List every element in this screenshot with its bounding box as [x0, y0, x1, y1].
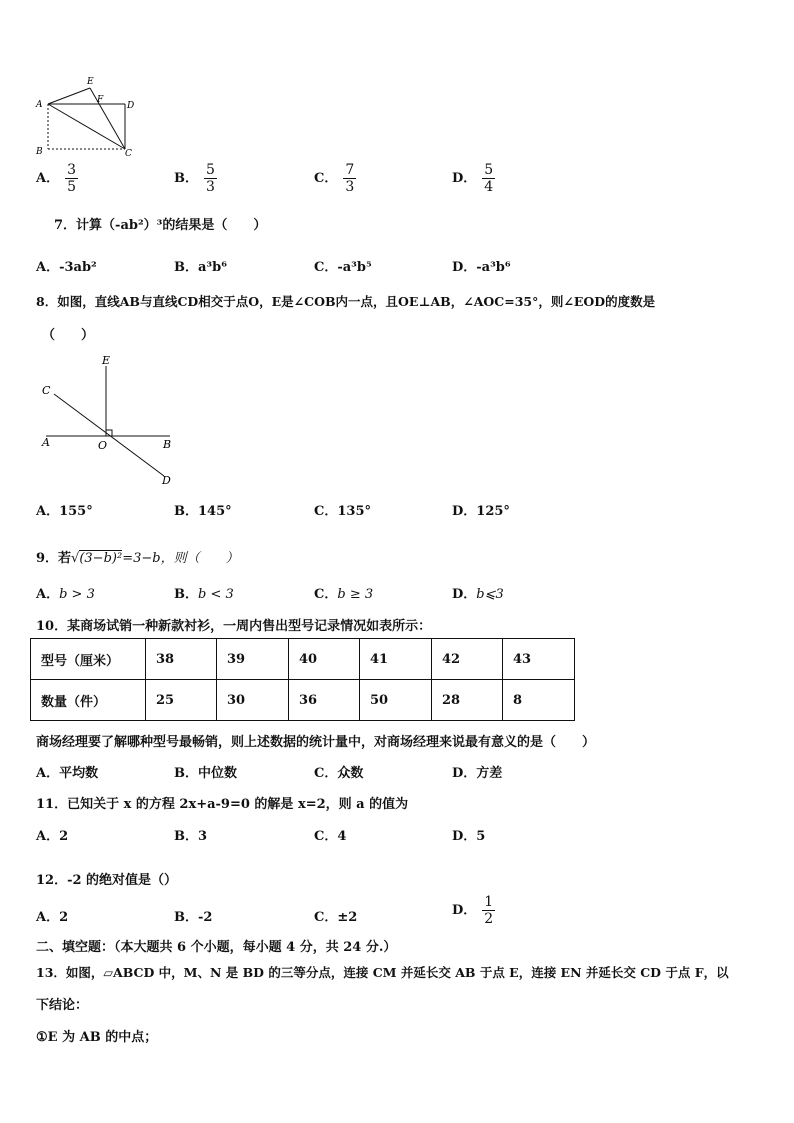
- table-cell: 36: [289, 680, 360, 721]
- q6-option-d: D． $\frac{5}{4}$: [452, 162, 494, 195]
- q7-option-a: A．-3ab²: [36, 260, 97, 275]
- q9-option-a: A．b > 3: [36, 587, 95, 602]
- q8-option-d: D．125°: [452, 504, 510, 519]
- label-o: O: [98, 439, 108, 452]
- q11-option-a: A．2: [36, 829, 69, 844]
- q9-option-c: C．b ≥ 3: [314, 587, 374, 602]
- table-cell: 38: [146, 639, 217, 680]
- q13-line-2: 下结论：: [36, 998, 89, 1013]
- fraction: $\frac{5}{3}$: [206, 162, 215, 195]
- label-e: E: [87, 77, 94, 87]
- line-ac: [48, 104, 125, 149]
- q13-line-1: 13．如图，▱ABCD 中，M、N 是 BD 的三等分点，连接 CM 并延长交 AB 于点 E，连接 EN 并延长交 CD 于点 F，以: [36, 965, 729, 980]
- label-b: B: [163, 438, 172, 451]
- label-b: B: [36, 147, 43, 157]
- line-ae: [48, 88, 90, 104]
- q10-option-c: C．众数: [314, 766, 364, 781]
- q7-option-b: B．a³b⁶: [174, 260, 227, 275]
- fraction: $\frac{7}{3}$: [345, 162, 355, 195]
- table-cell: 42: [432, 639, 503, 680]
- q6-option-b: B． $\frac{5}{3}$: [174, 162, 215, 195]
- q6-option-c: C． $\frac{7}{3}$: [314, 162, 355, 195]
- table-cell: 数量（件）: [31, 680, 146, 721]
- q6-option-a: A． $\frac{3}{5}$: [36, 162, 77, 195]
- q12-option-b: B．-2: [174, 910, 213, 925]
- line-ec: [90, 88, 125, 149]
- q12-option-a: A．2: [36, 910, 69, 925]
- q11-option-b: B．3: [174, 829, 208, 844]
- table-cell: 40: [289, 639, 360, 680]
- section-fill-in-heading: 二、填空题：（本大题共 6 个小题，每小题 4 分，共 24 分.）: [36, 940, 397, 955]
- label-a: A: [36, 100, 43, 110]
- q7-option-c: C．-a³b⁵: [314, 260, 372, 275]
- q10-stem: 10．某商场试销一种新款衬衫，一周内售出型号记录情况如表所示：: [36, 619, 432, 634]
- fraction: $\frac{3}{5}$: [67, 162, 77, 195]
- label-c: C: [42, 384, 51, 397]
- label-d: D: [162, 474, 171, 487]
- q7-stem: 7．计算（-ab²）³的结果是（ ）: [54, 218, 267, 233]
- q8-option-a: A．155°: [36, 504, 93, 519]
- q8-option-b: B．145°: [174, 504, 232, 519]
- label-c: C: [125, 149, 132, 158]
- size-table: [30, 638, 575, 721]
- table-cell: 28: [432, 680, 503, 721]
- q9-stem: 9．若√(3−b)²=3−b，则（ ）: [36, 551, 239, 566]
- q12-option-d: D． $\frac{1}{2}$: [452, 894, 494, 927]
- label-a: A: [42, 436, 50, 449]
- table-cell: 型号（厘米）: [31, 639, 146, 680]
- label-f: F: [97, 95, 104, 105]
- q6-figure: [30, 74, 140, 158]
- q10-stem-2: 商场经理要了解哪种型号最畅销，则上述数据的统计量中，对商场经理来说最有意义的是（ ）: [36, 735, 596, 750]
- q7-option-d: D．-a³b⁶: [452, 260, 511, 275]
- q12-option-c: C．±2: [314, 910, 358, 925]
- q8-figure: [36, 352, 186, 488]
- table-row-size: [31, 639, 575, 680]
- q11-stem: 11．已知关于 x 的方程 2x+a-9=0 的解是 x=2，则 a 的值为: [36, 797, 409, 812]
- q8-option-c: C．135°: [314, 504, 371, 519]
- q9-option-d: D．b⩽3: [452, 587, 504, 602]
- table-cell: 43: [503, 639, 575, 680]
- q10-option-b: B．中位数: [174, 766, 238, 781]
- table-cell: 25: [146, 680, 217, 721]
- table-row-quantity: [31, 680, 575, 721]
- fraction: $\frac{1}{2}$: [484, 894, 494, 927]
- q10-option-a: A．平均数: [36, 766, 99, 781]
- table-cell: 50: [360, 680, 432, 721]
- table-cell: 41: [360, 639, 432, 680]
- q13-item-1: ①E 为 AB 的中点；: [36, 1030, 158, 1045]
- q11-option-d: D．5: [452, 829, 486, 844]
- q8-stem-paren: （ ）: [42, 328, 95, 343]
- table-cell: 8: [503, 680, 575, 721]
- table-cell: 30: [217, 680, 289, 721]
- table-cell: 39: [217, 639, 289, 680]
- fraction: $\frac{5}{4}$: [484, 162, 494, 195]
- sqrt-sign: √: [71, 551, 80, 566]
- q8-stem: 8．如图，直线AB与直线CD相交于点O，E是∠COB内一点，且OE⊥AB，∠AOC=35°，则∠EOD的度数是: [36, 294, 656, 309]
- q11-option-c: C．4: [314, 829, 347, 844]
- q9-option-b: B．b < 3: [174, 587, 234, 602]
- q12-stem: 12．-2 的绝对值是（）: [36, 873, 178, 888]
- line-cd: [54, 394, 164, 476]
- sqrt-expression: √(3−b)²: [71, 551, 123, 566]
- q10-option-d: D．方差: [452, 766, 503, 781]
- label-e: E: [102, 354, 111, 367]
- label-d: D: [127, 101, 135, 111]
